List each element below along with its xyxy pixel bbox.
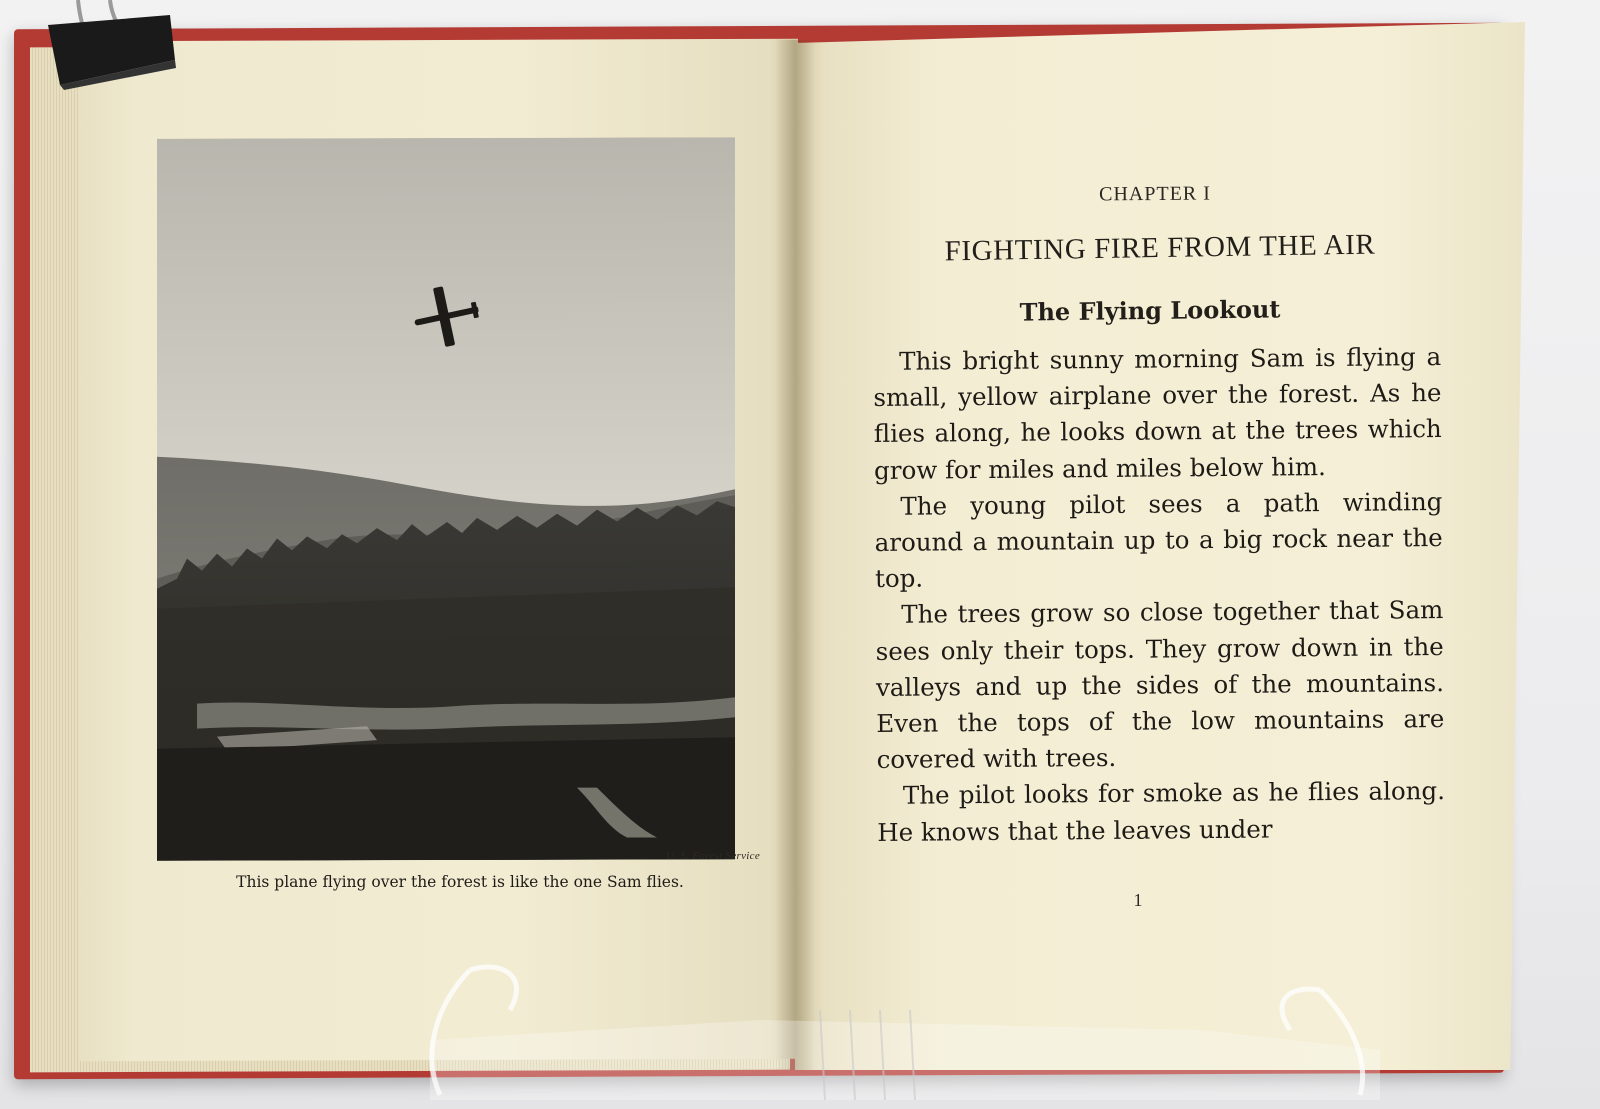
photo-credit: U. S. Forest Service <box>666 850 760 862</box>
paragraph: The young pilot sees a path winding around a mountain up to a big rock near the top. <box>874 486 1443 594</box>
binder-clip-icon <box>40 0 190 95</box>
body-text <box>873 339 1445 851</box>
paragraph: This bright sunny morning Sam is flying a small, yellow airplane over the forest. As he flies along, he looks down at the trees which grow for miles and miles below him. <box>873 342 1442 485</box>
book-gutter <box>775 40 815 1070</box>
paragraph: The trees grow so close together that Sam sees only their tops. They grow down in the valleys and up the sides of the mountains. Even the tops of the low mountains are covered with trees. <box>875 595 1445 775</box>
section-subtitle: The Flying Lookout <box>1019 294 1281 327</box>
forest-airplane-photo <box>157 137 735 861</box>
chapter-heading: CHAPTER I <box>1099 182 1211 206</box>
page-number: 1 <box>1133 890 1143 910</box>
chapter-title: FIGHTING FIRE FROM THE AIR <box>944 228 1376 268</box>
photo-caption: This plane flying over the forest is like the one Sam flies. <box>236 873 684 891</box>
paragraph: The pilot looks for smoke as he flies along. He knows that the leaves under <box>877 776 1446 847</box>
